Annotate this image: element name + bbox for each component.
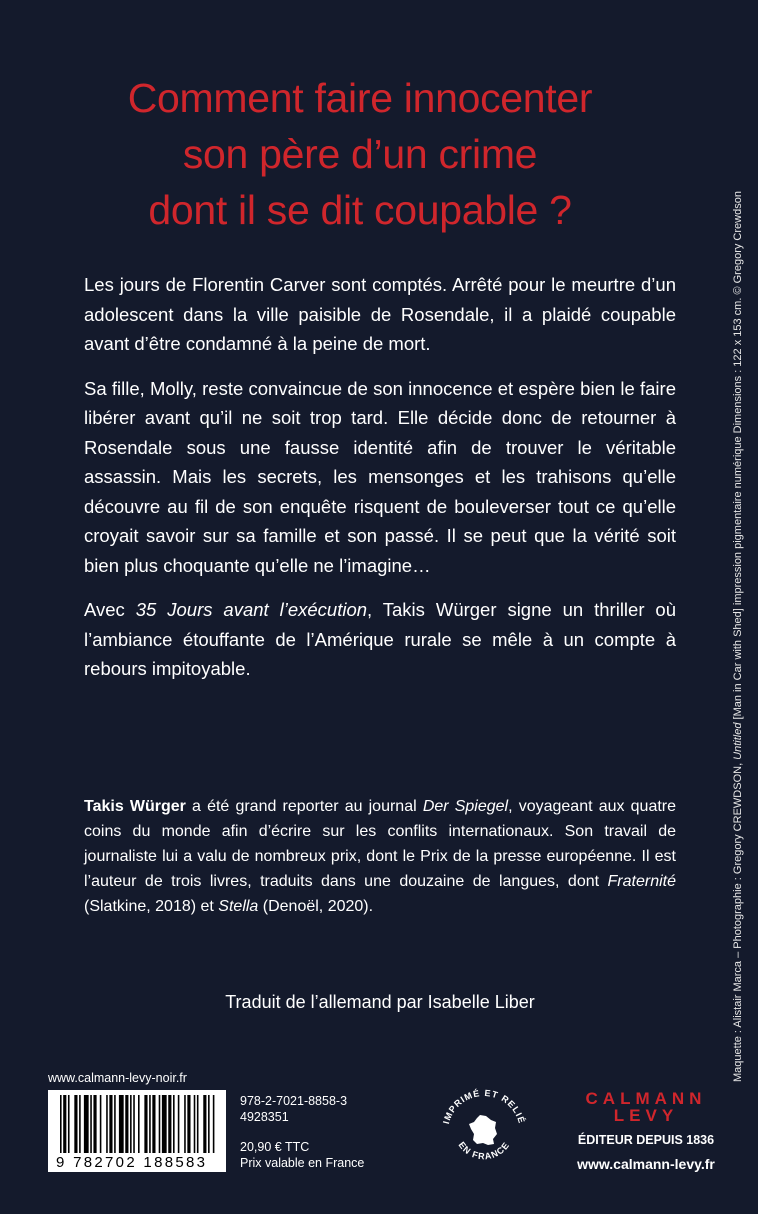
side-credit — [732, 122, 744, 1082]
headline-line-2: son père d’un crime — [182, 131, 538, 177]
side-credit-title: Untitled — [732, 722, 744, 760]
bio-text-2: , voyageant aux quatre coins du monde afin d’écrire sur les conflits internationaux. Son travail de journaliste lui a valu de nombreux prix, dont le Prix de la presse européenne. Il est l’auteur de trois livres, traduits dans une douzaine de langues, dont — [84, 798, 677, 890]
imprint-website: www.calmann-levy-noir.fr — [48, 1071, 187, 1085]
isbn-block — [240, 1093, 364, 1171]
book-title: 35 Jours avant l’exécution — [135, 599, 368, 620]
publisher-since: ÉDITEUR DEPUIS 1836 — [577, 1133, 715, 1147]
translator-credit: Traduit de l’allemand par Isabelle Liber — [225, 992, 535, 1012]
barcode-digits: 9 782702 188583 — [56, 1154, 208, 1171]
headline-line-1: Comment faire innocenter — [127, 75, 593, 121]
author-name: Takis Würger — [84, 798, 186, 815]
side-credit-rest: [Man in Car with Shed] impression pigmentaire numérique Dimensions : 122 x 153 cm. © Gregory Crewdson — [732, 191, 744, 723]
publisher-logo-line-2: LEVY — [613, 1106, 679, 1125]
journal-name: Der Spiegel — [422, 798, 509, 815]
publisher-website: www.calmann-levy.fr — [577, 1156, 715, 1172]
book-stella: Stella — [218, 898, 259, 915]
barcode-bars — [60, 1095, 216, 1153]
publisher-logo-line-1: CALMANN — [585, 1089, 707, 1108]
bio-text-3: (Slatkine, 2018) et — [84, 898, 219, 915]
synopsis — [84, 270, 676, 699]
stamp-bottom-text: EN FRANCE — [456, 1139, 512, 1162]
product-code: 4928351 — [240, 1110, 289, 1124]
made-in-france-stamp — [436, 1082, 532, 1178]
isbn: 978-2-7021-8858-3 — [240, 1094, 348, 1108]
price-note: Prix valable en France — [240, 1156, 365, 1170]
synopsis-paragraph-1: Les jours de Florentin Carver sont comptés. Arrêté pour le meurtre d’un adolescent dans la ville paisible de Rosendale, il a plaidé coupable avant d’être condamné à la peine de mort. — [84, 274, 676, 354]
bio-text-1: a été grand reporter au journal — [185, 798, 423, 815]
stamp-top-text: IMPRIMÉ ET RELIÉ — [441, 1087, 527, 1126]
headline — [60, 70, 660, 238]
barcode — [48, 1090, 226, 1172]
synopsis-p3-lead: Avec — [84, 599, 136, 620]
side-credit-lead: Maquette : Alistair Marca – Photographie : Gregory CREWDSON, — [732, 759, 744, 1082]
publisher-logo — [566, 1090, 726, 1124]
bio-text-4: (Denoël, 2020). — [258, 898, 374, 915]
synopsis-paragraph-2: Sa fille, Molly, reste convaincue de son innocence et espère bien le faire libérer avant qu’il ne soit trop tard. Elle décide donc de retourner à Rosendale sous une fausse identité afin de trouver le véritable assassin. Mais les secrets, les mensonges et les trahisons qu’elle découvre au fil de son enquête risquent de bouleverser tout ce qu’elle croyait savoir sur sa famille et son passé. Il se peut que la vérité soit bien plus choquante qu’elle ne l’imagine… — [84, 377, 676, 576]
author-bio — [84, 794, 676, 919]
headline-line-3: dont il se dit coupable ? — [148, 187, 572, 233]
france-map-icon — [469, 1115, 497, 1145]
synopsis-paragraph-3 — [84, 595, 676, 684]
synopsis-p3-rest: , Takis Würger signe un thriller où l’ambiance étouffante de l’Amérique rurale se mêle à un compte à rebours impitoyable. — [84, 599, 676, 679]
price: 20,90 € TTC — [240, 1140, 310, 1154]
book-fraternite: Fraternité — [607, 873, 676, 890]
